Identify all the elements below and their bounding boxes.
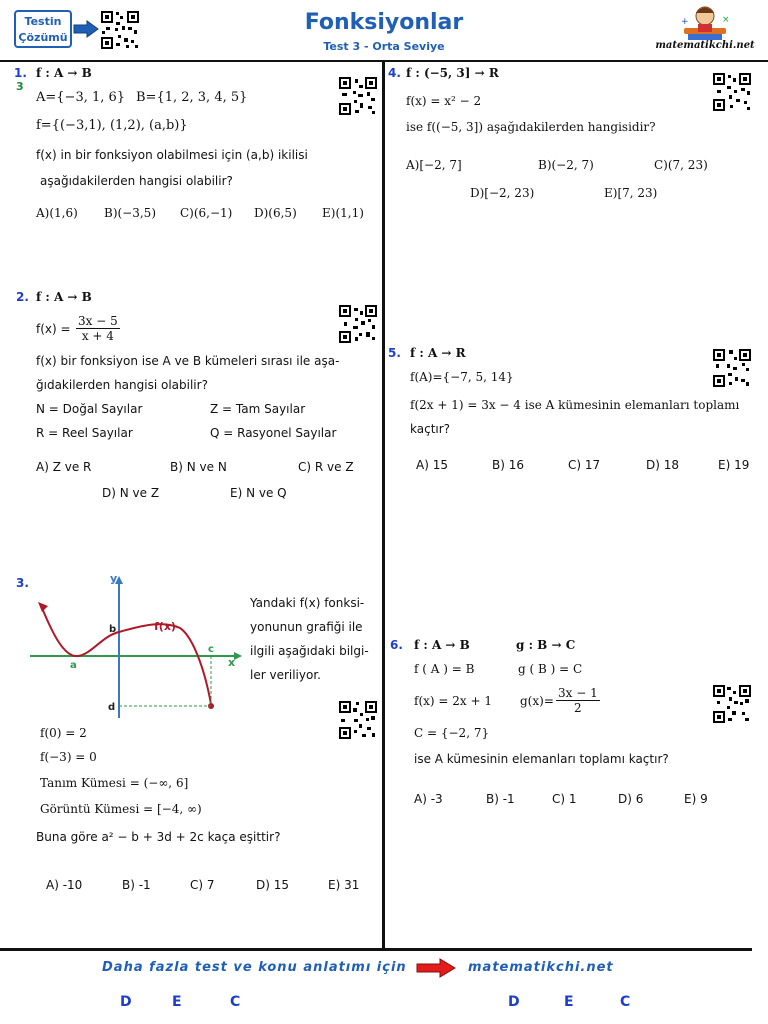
question-number-extra: 3 (16, 80, 24, 93)
option-c[interactable]: C) 7 (190, 878, 215, 892)
fact: f(0) = 2 (40, 726, 87, 740)
question-text: ise A kümesinin elemanları toplamı kaçtır? (414, 752, 669, 766)
option-e[interactable]: E)[7, 23) (604, 186, 658, 200)
question-text: f ( A ) = B (414, 662, 475, 676)
question-text: Buna göre a² − b + 3d + 2c kaça eşittir? (36, 830, 281, 844)
question-number: 3. (16, 576, 29, 590)
question-text: f : (−5, 3] → R (406, 66, 499, 80)
point-b-label: b (109, 624, 117, 635)
option-d[interactable]: D) 18 (646, 458, 680, 472)
option-a[interactable]: A) Z ve R (36, 460, 92, 474)
option-a[interactable]: A) -3 (414, 792, 443, 806)
question-text: f(A)={−7, 5, 14} (410, 370, 514, 384)
question-text: f : A → B (36, 290, 92, 304)
option-d[interactable]: D) 15 (256, 878, 290, 892)
footer-divider (0, 948, 752, 951)
x-axis-label: x (228, 656, 236, 669)
fraction-denominator: 2 (574, 701, 582, 715)
question-text: f : A → R (410, 346, 466, 360)
fx-label: f(x) (154, 620, 176, 633)
question-number: 1. (14, 66, 27, 80)
qr-code-icon[interactable] (338, 304, 378, 344)
option-c[interactable]: C) R ve Z (298, 460, 354, 474)
set-a: A={−3, 1, 6} (36, 90, 126, 105)
fact: Tanım Kümesi = (−∞, 6] (40, 776, 189, 790)
option-d[interactable]: D)[−2, 23) (470, 186, 535, 200)
question-text: f(x) = x² − 2 (406, 94, 482, 108)
curve-start-arrow (38, 602, 48, 612)
option-c[interactable]: C)(7, 23) (654, 158, 708, 172)
answer-key-q4: D (508, 994, 520, 1010)
qr-code-icon[interactable] (338, 76, 378, 116)
side-text: ler veriliyor. (250, 668, 321, 682)
question-text: kaçtır? (410, 422, 451, 436)
definition: Z = Tam Sayılar (210, 402, 306, 416)
side-text: ilgili aşağıdaki bilgi- (250, 644, 369, 658)
option-c[interactable]: C)(6,−1) (180, 206, 233, 220)
answer-key-q6: C (620, 994, 631, 1010)
question-number: 4. (388, 66, 401, 80)
option-b[interactable]: B)(−3,5) (104, 206, 157, 220)
question-number: 6. (390, 638, 403, 652)
option-c[interactable]: C) 17 (568, 458, 601, 472)
option-e[interactable]: E)(1,1) (322, 206, 364, 220)
svg-text:×: × (722, 15, 730, 25)
point-d-label: d (108, 702, 116, 713)
question-text: g ( B ) = C (518, 662, 583, 676)
function-graph (30, 570, 246, 720)
question-text: ise f((−5, 3]) aşağıdakilerden hangisidir? (406, 120, 656, 134)
option-e[interactable]: E) 19 (718, 458, 750, 472)
side-text: Yandaki f(x) fonksi- (250, 596, 365, 610)
answer-key-q2: E (172, 994, 182, 1010)
option-e[interactable]: E) 9 (684, 792, 708, 806)
fx-label: f(x) = (36, 322, 71, 336)
mascot-logo-icon (678, 4, 732, 42)
set-f: f={(−3,1), (1,2), (a,b)} (36, 118, 188, 133)
option-a[interactable]: A) -10 (46, 878, 83, 892)
definition: Q = Rasyonel Sayılar (210, 426, 337, 440)
answer-key-q1: D (120, 994, 132, 1010)
option-a[interactable]: A)(1,6) (36, 206, 78, 220)
option-b[interactable]: B) -1 (122, 878, 151, 892)
qr-code-icon[interactable] (338, 700, 378, 740)
option-d[interactable]: D)(6,5) (254, 206, 297, 220)
option-a[interactable]: A) 15 (416, 458, 448, 472)
fraction-denominator: x + 4 (81, 329, 114, 343)
point-c-label: c (208, 644, 214, 655)
answer-key-q3: C (230, 994, 241, 1010)
option-d[interactable]: D) 6 (618, 792, 644, 806)
option-e[interactable]: E) 31 (328, 878, 360, 892)
point-a-label: a (70, 660, 77, 671)
page-title: Fonksiyonlar (304, 10, 464, 35)
option-a[interactable]: A)[−2, 7] (406, 158, 462, 172)
option-e[interactable]: E) N ve Q (230, 486, 287, 500)
question-text: f : A → B (36, 66, 92, 80)
definition: N = Doğal Sayılar (36, 402, 143, 416)
svg-text:+: + (681, 17, 689, 27)
fact: f(−3) = 0 (40, 750, 97, 764)
y-axis-label: y (110, 572, 118, 585)
footer-promo-text: Daha fazla test ve konu anlatımı için (102, 960, 407, 975)
column-divider (382, 60, 385, 950)
question-text: aşağıdakilerden hangisi olabilir? (40, 174, 233, 188)
question-number: 2. (16, 290, 29, 304)
question-text: C = {−2, 7} (414, 726, 490, 740)
qr-code-icon[interactable] (712, 348, 752, 388)
fraction-numerator: 3x − 5 (78, 314, 118, 328)
question-text: g : B → C (516, 638, 576, 652)
option-d[interactable]: D) N ve Z (102, 486, 160, 500)
question-text: ğıdakilerden hangisi olabilir? (36, 378, 208, 392)
fraction-numerator: 3x − 1 (558, 686, 598, 700)
fact: Görüntü Kümesi = [−4, ∞) (40, 802, 202, 816)
side-text: yonunun grafiği ile (250, 620, 363, 634)
qr-code-icon[interactable] (712, 72, 752, 112)
question-text: f(x) bir fonksiyon ise A ve B kümeleri sırası ile aşa- (36, 354, 340, 368)
qr-code-icon[interactable] (712, 684, 752, 724)
solution-button[interactable]: Testin Çözümü (14, 10, 72, 48)
gx-fraction (556, 686, 600, 715)
footer-site-link[interactable]: matematikchi.net (468, 960, 614, 975)
site-logo-text: matematikchi.net (655, 40, 755, 51)
option-c[interactable]: C) 1 (552, 792, 577, 806)
option-b[interactable]: B) -1 (486, 792, 515, 806)
definition: R = Reel Sayılar (36, 426, 133, 440)
option-b[interactable]: B) N ve N (170, 460, 227, 474)
question-text: f(x) in bir fonksiyon olabilmesi için (a,b) ikilisi (36, 148, 308, 162)
fx-fraction (76, 314, 120, 343)
option-b[interactable]: B)(−2, 7) (538, 158, 594, 172)
page-subtitle: Test 3 - Orta Seviye (323, 40, 445, 53)
option-b[interactable]: B) 16 (492, 458, 524, 472)
question-number: 5. (388, 346, 401, 360)
question-text: f : A → B (414, 638, 470, 652)
set-b: B={1, 2, 3, 4, 5} (136, 90, 248, 105)
gx-label: g(x)= (520, 694, 554, 708)
question-text: f(2x + 1) = 3x − 4 ise A kümesinin elemanları toplamı (410, 398, 740, 412)
answer-key-q5: E (564, 994, 574, 1010)
x-axis-arrow (234, 652, 242, 660)
question-text: f(x) = 2x + 1 (414, 694, 492, 708)
arrow-right-icon (416, 958, 456, 978)
